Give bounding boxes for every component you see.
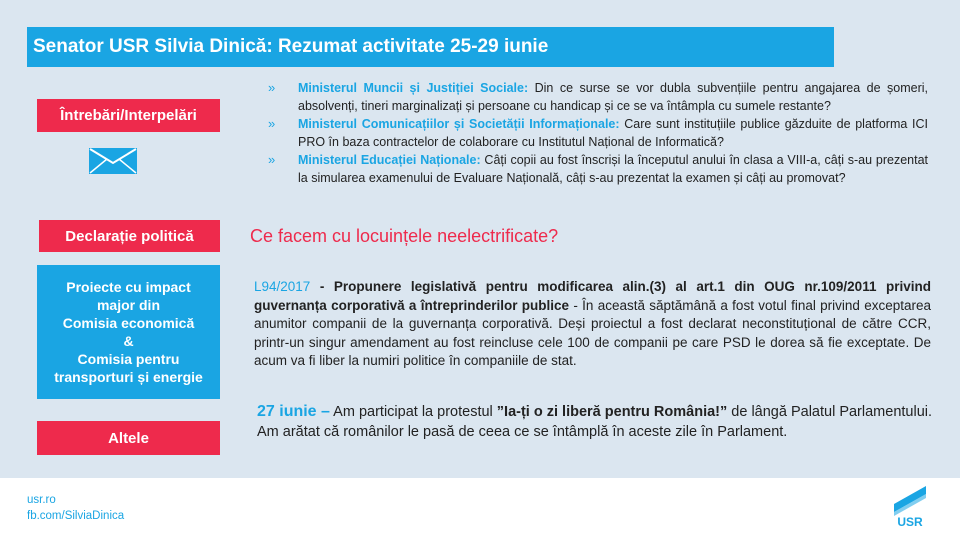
logo-text: USR [897,515,923,529]
ministry-name: Ministerul Comunicațiilor și Societății Informaționale: [298,117,620,131]
law-title: - Propunere legislativă pentru modificarea alin.(3) al art.1 din OUG nr.109/2011 privind guvernanța corporativă a întreprinderilor publice [254,279,931,313]
proiecte-line: Proiecte cu impact [66,279,191,295]
list-item [268,151,928,187]
section-label-proiecte [37,265,220,399]
ministry-name: Ministerul Muncii și Justiției Sociale: [298,81,529,95]
proiecte-line: major din [96,297,160,313]
bullet-icon: » [268,80,276,95]
list-item [268,115,928,151]
ministry-name: Ministerul Educației Naționale: [298,153,481,167]
proiecte-line: & [123,333,134,349]
other-paragraph [257,402,932,442]
bullet-icon: » [268,152,276,167]
page-title: Senator USR Silvia Dinică: Rezumat activitate 25-29 iunie [27,27,834,67]
other-text-after: de lângă Palatul Parlamentului. Am arătat că românilor le pasă de ceea ce se întâmplă în aceste zile în Parlament. [257,404,933,440]
website-link[interactable]: usr.ro [27,494,56,506]
proiecte-line: Comisia economică [62,315,195,331]
law-description: - În această săptămână a fost votul final privind exceptarea anumitor companii de la guvernanța corporativă. Deși proiectul a fost declarat neconstituțional de către CCR, printr-un singur amendament au fost reincluse cele 100 de companii pe care PSD le dorea să fie exceptate. De acum va fi liber la numiri politice în companiile de stat. [254,297,931,368]
declaration-title: Ce facem cu locuințele neelectrificate? [250,226,559,246]
law-paragraph [254,278,931,371]
facebook-link[interactable]: fb.com/SilviaDinica [27,510,125,522]
law-code: L94/2017 [254,279,311,294]
section-label-altele: Altele [37,421,220,455]
proiecte-line: transporturi și energie [54,369,203,385]
envelope-icon [89,148,137,174]
section-label-intrebari: Întrebări/Interpelări [37,99,220,132]
bullet-icon: » [268,116,276,131]
other-date: 27 iunie – [257,403,330,420]
question-text: Din ce surse se vor dubla subvențiile pentru angajarea de șomeri, absolvenți, tineri marginalizați și persoane cu handicap și ce se va întâmpla cu sumele restante? [298,81,928,113]
protest-name: ”Ia-ți o zi liberă pentru România!” [496,404,728,420]
footer-links [27,492,124,524]
section-label-declaratie: Declarație politică [39,220,220,252]
questions-list [268,79,928,187]
other-text-before: Am participat la protestul [329,404,497,420]
list-item [268,79,928,115]
usr-logo-icon [888,482,932,532]
question-text: Câți copii au fost înscriși la începutul anului în clasa a VIII-a, câți s-au prezentat la simularea examenului de Evaluare Națională, câți s-au prezentat la examen și câți au promovat? [298,153,928,185]
proiecte-line: Comisia pentru [77,351,180,367]
question-text: Care sunt instituțiile publice găzduite de platforma ICI PRO în baza contractelor de colaborare cu Institutul Național de Informatică? [298,117,928,149]
